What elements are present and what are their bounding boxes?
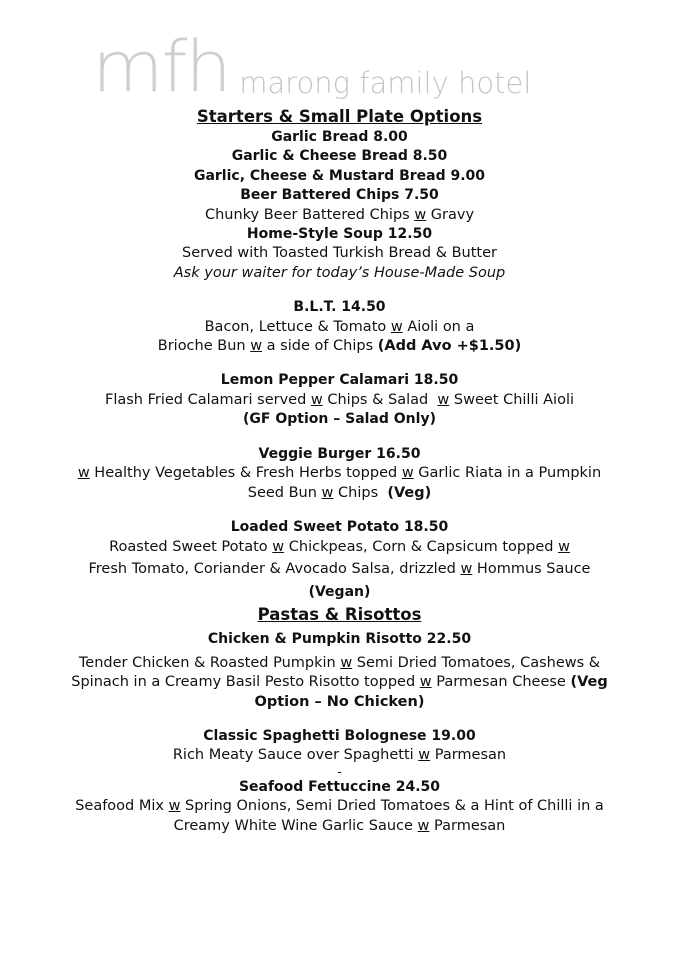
item-veggie-burger: Veggie Burger 16.50 <box>258 445 421 462</box>
section-title-pastas: Pastas & Risottos <box>257 605 422 625</box>
item-option: (GF Option – Salad Only) <box>243 411 436 428</box>
item-description: Roasted Sweet Potato w Chickpeas, Corn & Capsicum topped w <box>109 539 570 556</box>
item-description: Brioche Bun w a side of Chips (Add Avo +$1.50) <box>157 338 522 355</box>
item-description: Rich Meaty Sauce over Spaghetti w Parmesan <box>172 747 507 764</box>
item-description: Served with Toasted Turkish Bread & Butter <box>182 245 497 262</box>
item-note: Ask your waiter for today’s House-Made Soup <box>173 264 506 281</box>
item-description: Chunky Beer Battered Chips w Gravy <box>204 206 475 223</box>
item-description: Seed Bun w Chips (Veg) <box>247 484 432 501</box>
item-garlic-cheese-bread: Garlic & Cheese Bread 8.50 <box>231 148 448 165</box>
item-seafood-fettuccine: Seafood Fettuccine 24.50 <box>238 778 441 795</box>
item-blt: B.L.T. 14.50 <box>293 299 386 316</box>
item-home-style-soup: Home-Style Soup 12.50 <box>246 226 433 243</box>
separator-dash: - <box>337 764 342 779</box>
item-description: Fresh Tomato, Coriander & Avocado Salsa, drizzled w Hommus Sauce <box>88 561 591 578</box>
item-chicken-pumpkin-risotto: Chicken & Pumpkin Risotto 22.50 <box>207 631 472 648</box>
item-description: Flash Fried Calamari served w Chips & Salad w Sweet Chilli Aioli <box>104 391 575 408</box>
item-garlic-bread: Garlic Bread 8.00 <box>271 129 408 145</box>
item-description: Bacon, Lettuce & Tomato w Aioli on a <box>204 318 475 335</box>
logo-text: marong family hotel <box>239 66 532 100</box>
logo-mark: mfh <box>92 26 230 108</box>
menu-content <box>0 106 679 836</box>
item-description: Tender Chicken & Roasted Pumpkin w Semi Dried Tomatoes, Cashews & <box>78 654 601 671</box>
item-classic-spaghetti-bolognese: Classic Spaghetti Bolognese 19.00 <box>203 727 476 744</box>
item-description: Spinach in a Creamy Basil Pesto Risotto topped w Parmesan Cheese (Veg <box>71 674 608 691</box>
item-garlic-cheese-mustard-bread: Garlic, Cheese & Mustard Bread 9.00 <box>193 167 486 184</box>
item-description: Seafood Mix w Spring Onions, Semi Dried Tomatoes & a Hint of Chilli in a <box>75 798 604 815</box>
item-lemon-pepper-calamari: Lemon Pepper Calamari 18.50 <box>220 372 459 389</box>
section-title-starters: Starters & Small Plate Options <box>196 107 483 126</box>
item-option: Option – No Chicken) <box>254 693 425 710</box>
item-description: w Healthy Vegetables & Fresh Herbs topped w Garlic Riata in a Pumpkin <box>77 465 602 482</box>
item-option: (Vegan) <box>308 584 371 601</box>
hotel-logo <box>92 22 532 108</box>
item-description: Creamy White Wine Garlic Sauce w Parmesan <box>173 817 506 834</box>
item-loaded-sweet-potato: Loaded Sweet Potato 18.50 <box>230 518 449 535</box>
item-beer-battered-chips: Beer Battered Chips 7.50 <box>240 187 439 204</box>
